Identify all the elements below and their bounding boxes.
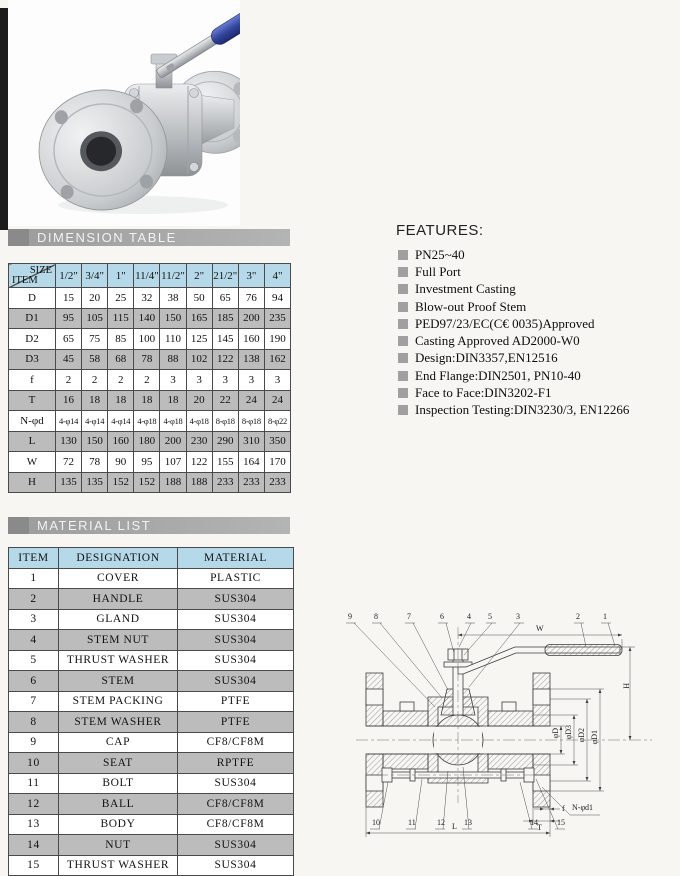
- drawing-label-callout-8: 8: [374, 612, 378, 621]
- drawing-label-callout-11: 11: [408, 818, 416, 827]
- dimension-cell: 8-φ18: [212, 411, 238, 432]
- dimension-table-head: [9, 264, 291, 288]
- dimension-cell: 100: [134, 329, 160, 350]
- dimension-row-T: [9, 390, 291, 411]
- table-header-row: [9, 264, 291, 288]
- material-cell: BALL: [59, 794, 178, 815]
- dimension-row-label: W: [9, 452, 56, 473]
- material-cell: RPTFE: [178, 753, 294, 774]
- dimension-cell: 18: [82, 390, 108, 411]
- material-cell: SUS304: [178, 835, 294, 856]
- material-list-header-bar: [8, 517, 290, 534]
- material-cell: SUS304: [178, 650, 294, 671]
- dimension-cell: 105: [82, 308, 108, 329]
- dimension-cell: 68: [108, 349, 134, 370]
- dimension-cell: 152: [134, 472, 160, 493]
- dimension-cell: 290: [212, 431, 238, 452]
- material-row-10: [9, 753, 294, 774]
- drawing-label-callout-15: 15: [557, 818, 565, 827]
- dimension-cell: 4-φ14: [108, 411, 134, 432]
- feature-item: [398, 281, 680, 298]
- bullet-square-icon: [398, 302, 408, 312]
- features-section: [396, 222, 680, 419]
- material-row-5: [9, 650, 294, 671]
- material-cell: SEAT: [59, 753, 178, 774]
- material-cell: COVER: [59, 568, 178, 589]
- drawing-label-callout-2: 2: [576, 612, 580, 621]
- material-table-head: [9, 548, 294, 569]
- dimension-cell: 88: [160, 349, 186, 370]
- dimension-cell: 3: [264, 370, 290, 391]
- dimension-row-H: [9, 472, 291, 493]
- dimension-cell: 4-φ14: [56, 411, 82, 432]
- bullet-square-icon: [398, 353, 408, 363]
- material-cell: 13: [9, 814, 59, 835]
- bullet-square-icon: [398, 388, 408, 398]
- dimension-cell: 2: [82, 370, 108, 391]
- dimension-cell: 152: [108, 472, 134, 493]
- dimension-cell: 2: [134, 370, 160, 391]
- material-cell: THRUST WASHER: [59, 855, 178, 876]
- features-title: FEATURES:: [396, 222, 484, 239]
- material-cell: THRUST WASHER: [59, 650, 178, 671]
- material-row-2: [9, 589, 294, 610]
- dimension-row-D2: [9, 329, 291, 350]
- dimension-cell: 20: [186, 390, 212, 411]
- dimension-row-D3: [9, 349, 291, 370]
- dimension-row-label: L: [9, 431, 56, 452]
- material-cell: 14: [9, 835, 59, 856]
- dimension-cell: 164: [238, 452, 264, 473]
- feature-item: [398, 367, 680, 384]
- feature-item: [398, 402, 680, 419]
- drawing-label-callout-4: 4: [467, 612, 471, 621]
- material-cell: PTFE: [178, 712, 294, 733]
- bullet-square-icon: [398, 319, 408, 329]
- drawing-label-callout-5: 5: [488, 612, 492, 621]
- material-row-14: [9, 835, 294, 856]
- drawing-label-phi-d3: φD3: [564, 725, 573, 740]
- feature-item: [398, 315, 680, 332]
- ball-valve-photo-illustration: [8, 0, 240, 226]
- material-cell: 12: [9, 794, 59, 815]
- dimension-cell: 45: [56, 349, 82, 370]
- dimension-cell: 122: [212, 349, 238, 370]
- dimension-cell: 90: [108, 452, 134, 473]
- material-row-3: [9, 609, 294, 630]
- size-column-header: 3/4": [82, 264, 108, 288]
- material-cell: STEM PACKING: [59, 691, 178, 712]
- dimension-cell: 4-φ14: [82, 411, 108, 432]
- drawing-label-callout-14: 14: [530, 818, 538, 827]
- dimension-row-label: N-φd: [9, 411, 56, 432]
- material-column-header: ITEM: [9, 548, 59, 569]
- size-column-header: 3": [238, 264, 264, 288]
- drawing-label-phi-d1: φD1: [590, 730, 599, 745]
- dimension-cell: 18: [160, 390, 186, 411]
- feature-text: Casting Approved AD2000-W0: [415, 333, 580, 349]
- feature-text: Investment Casting: [415, 281, 516, 297]
- material-row-11: [9, 773, 294, 794]
- material-cell: 4: [9, 630, 59, 651]
- dimension-cell: 233: [238, 472, 264, 493]
- material-cell: SUS304: [178, 773, 294, 794]
- material-row-4: [9, 630, 294, 651]
- dimension-cell: 65: [212, 288, 238, 309]
- dimension-cell: 95: [134, 452, 160, 473]
- dimension-cell: 25: [108, 288, 134, 309]
- dimension-cell: 85: [108, 329, 134, 350]
- dimension-cell: 75: [82, 329, 108, 350]
- corner-size-label: SIZE: [29, 265, 52, 276]
- dimension-table-body: [9, 288, 291, 493]
- size-column-header: 2": [186, 264, 212, 288]
- dimension-row-label: f: [9, 370, 56, 391]
- dimension-cell: 65: [56, 329, 82, 350]
- dimension-cell: 190: [264, 329, 290, 350]
- material-cell: SUS304: [178, 630, 294, 651]
- material-column-header: MATERIAL: [178, 548, 294, 569]
- material-row-13: [9, 814, 294, 835]
- dimension-cell: 20: [82, 288, 108, 309]
- dimension-cell: 233: [264, 472, 290, 493]
- material-cell: SUS304: [178, 589, 294, 610]
- dimension-cell: 4-φ18: [134, 411, 160, 432]
- features-list: [398, 246, 680, 419]
- material-cell: GLAND: [59, 609, 178, 630]
- feature-item: [398, 350, 680, 367]
- material-cell: CF8/CF8M: [178, 814, 294, 835]
- drawing-label-t: T: [537, 823, 542, 832]
- dimension-cell: 38: [160, 288, 186, 309]
- dimension-cell: 3: [160, 370, 186, 391]
- bullet-square-icon: [398, 405, 408, 415]
- dimension-cell: 125: [186, 329, 212, 350]
- material-cell: CF8/CF8M: [178, 732, 294, 753]
- size-column-header: 4": [264, 264, 290, 288]
- material-cell: CF8/CF8M: [178, 794, 294, 815]
- dimension-row-D1: [9, 308, 291, 329]
- dimension-cell: 180: [134, 431, 160, 452]
- drawing-label-callout-3: 3: [516, 612, 520, 621]
- dimension-cell: 150: [82, 431, 108, 452]
- material-cell: 3: [9, 609, 59, 630]
- drawing-label-w: W: [536, 624, 544, 633]
- feature-item: [398, 263, 680, 280]
- size-column-header: 1/2": [56, 264, 82, 288]
- drawing-label-h: H: [622, 683, 631, 689]
- dimension-cell: 102: [186, 349, 212, 370]
- dimension-cell: 235: [264, 308, 290, 329]
- material-cell: 8: [9, 712, 59, 733]
- dimension-cell: 16: [56, 390, 82, 411]
- drawing-label-phi-d2: φD2: [577, 728, 586, 743]
- dimension-row-label: D2: [9, 329, 56, 350]
- material-cell: CAP: [59, 732, 178, 753]
- dimension-row-label: D: [9, 288, 56, 309]
- dimension-cell: 140: [134, 308, 160, 329]
- dimension-cell: 72: [56, 452, 82, 473]
- feature-text: Inspection Testing:DIN3230/3, EN12266: [415, 402, 630, 418]
- dimension-cell: 15: [56, 288, 82, 309]
- feature-text: End Flange:DIN2501, PN10-40: [415, 367, 581, 383]
- material-row-8: [9, 712, 294, 733]
- dimension-cell: 107: [160, 452, 186, 473]
- dimension-cell: 160: [238, 329, 264, 350]
- material-row-12: [9, 794, 294, 815]
- material-cell: SUS304: [178, 609, 294, 630]
- material-row-6: [9, 671, 294, 692]
- material-list-title: MATERIAL LIST: [37, 518, 152, 533]
- material-cell: SUS304: [178, 855, 294, 876]
- material-row-15: [9, 855, 294, 876]
- dimension-cell: 8-φ18: [238, 411, 264, 432]
- drawing-label-l: L: [452, 822, 457, 831]
- feature-item: [398, 384, 680, 401]
- material-column-header: DESIGNATION: [59, 548, 178, 569]
- dimension-table: [8, 263, 291, 493]
- material-cell: 2: [9, 589, 59, 610]
- material-cell: STEM WASHER: [59, 712, 178, 733]
- feature-item: [398, 332, 680, 349]
- drawing-label-callout-7: 7: [407, 612, 411, 621]
- bullet-square-icon: [398, 250, 408, 260]
- dimension-cell: 24: [238, 390, 264, 411]
- dimension-cell: 350: [264, 431, 290, 452]
- dimension-cell: 160: [108, 431, 134, 452]
- dimension-cell: 58: [82, 349, 108, 370]
- technical-drawing: [330, 595, 680, 855]
- feature-text: Design:DIN3357,EN12516: [415, 350, 558, 366]
- valve-section-drawing: [330, 595, 680, 855]
- dimension-cell: 4-φ18: [186, 411, 212, 432]
- dimension-cell: 138: [238, 349, 264, 370]
- dimension-row-L: [9, 431, 291, 452]
- dimension-cell: 50: [186, 288, 212, 309]
- table-header-row: [9, 548, 294, 569]
- dimension-cell: 188: [186, 472, 212, 493]
- material-cell: 5: [9, 650, 59, 671]
- dimension-row-label: D1: [9, 308, 56, 329]
- drawing-label-callout-13: 13: [464, 818, 472, 827]
- drawing-label-callout-10: 10: [372, 818, 380, 827]
- size-column-header: 1": [108, 264, 134, 288]
- dimension-cell: 95: [56, 308, 82, 329]
- product-photo: [8, 0, 240, 226]
- material-cell: BOLT: [59, 773, 178, 794]
- dimension-cell: 8-φ22: [264, 411, 290, 432]
- dimension-cell: 130: [56, 431, 82, 452]
- dimension-cell: 155: [212, 452, 238, 473]
- feature-text: PN25~40: [415, 246, 465, 262]
- dimension-cell: 4-φ18: [160, 411, 186, 432]
- dimension-cell: 18: [108, 390, 134, 411]
- dimension-cell: 3: [186, 370, 212, 391]
- material-cell: PLASTIC: [178, 568, 294, 589]
- dimension-cell: 135: [56, 472, 82, 493]
- dimension-cell: 188: [160, 472, 186, 493]
- size-column-header: 11/4": [134, 264, 160, 288]
- dimension-cell: 310: [238, 431, 264, 452]
- dimension-cell: 233: [212, 472, 238, 493]
- size-item-corner-cell: [9, 264, 56, 288]
- material-cell: HANDLE: [59, 589, 178, 610]
- dimension-row-label: D3: [9, 349, 56, 370]
- drawing-label-phi-d: φD: [551, 728, 560, 739]
- material-cell: PTFE: [178, 691, 294, 712]
- material-row-7: [9, 691, 294, 712]
- feature-text: PED97/23/EC(C€ 0035)Approved: [415, 315, 595, 331]
- dimension-cell: 2: [108, 370, 134, 391]
- material-cell: 1: [9, 568, 59, 589]
- material-cell: 6: [9, 671, 59, 692]
- drawing-label-callout-6: 6: [440, 612, 444, 621]
- dimension-cell: 18: [134, 390, 160, 411]
- dimension-row-label: H: [9, 472, 56, 493]
- feature-item: [398, 298, 680, 315]
- bullet-square-icon: [398, 267, 408, 277]
- dimension-cell: 115: [108, 308, 134, 329]
- feature-text: Blow-out Proof Stem: [415, 298, 527, 314]
- material-cell: 7: [9, 691, 59, 712]
- dimension-cell: 2: [56, 370, 82, 391]
- material-list-table: [8, 547, 294, 876]
- drawing-label-bolt-holes: N-φd1: [572, 803, 594, 812]
- corner-item-label: ITEM: [12, 275, 38, 286]
- dimension-cell: 162: [264, 349, 290, 370]
- material-cell: NUT: [59, 835, 178, 856]
- drawing-label-callout-12: 12: [437, 818, 445, 827]
- material-cell: BODY: [59, 814, 178, 835]
- feature-item: [398, 246, 680, 263]
- bullet-square-icon: [398, 284, 408, 294]
- material-cell: 11: [9, 773, 59, 794]
- size-column-header: 21/2": [212, 264, 238, 288]
- material-cell: STEM NUT: [59, 630, 178, 651]
- dimension-cell: 135: [82, 472, 108, 493]
- dimension-cell: 200: [238, 308, 264, 329]
- photo-edge-strip: [0, 8, 8, 230]
- material-cell: SUS304: [178, 671, 294, 692]
- dimension-row-W: [9, 452, 291, 473]
- dimension-cell: 165: [186, 308, 212, 329]
- dimension-cell: 3: [238, 370, 264, 391]
- dimension-cell: 32: [134, 288, 160, 309]
- dimension-cell: 22: [212, 390, 238, 411]
- bullet-square-icon: [398, 336, 408, 346]
- material-table-body: [9, 568, 294, 876]
- drawing-label-callout-1: 1: [603, 612, 607, 621]
- dimension-cell: 110: [160, 329, 186, 350]
- dimension-cell: 24: [264, 390, 290, 411]
- dimension-row-f: [9, 370, 291, 391]
- drawing-label-callout-9: 9: [348, 612, 352, 621]
- material-row-1: [9, 568, 294, 589]
- dimension-table-header-bar: [8, 229, 290, 246]
- material-row-9: [9, 732, 294, 753]
- material-cell: 9: [9, 732, 59, 753]
- dimension-cell: 78: [82, 452, 108, 473]
- dimension-cell: 122: [186, 452, 212, 473]
- dimension-cell: 150: [160, 308, 186, 329]
- dimension-row-label: T: [9, 390, 56, 411]
- dimension-row-N-φd: [9, 411, 291, 432]
- dimension-row-D: [9, 288, 291, 309]
- dimension-cell: 230: [186, 431, 212, 452]
- dimension-cell: 200: [160, 431, 186, 452]
- dimension-cell: 76: [238, 288, 264, 309]
- feature-text: Face to Face:DIN3202-F1: [415, 385, 552, 401]
- dimension-cell: 170: [264, 452, 290, 473]
- drawing-label-f: f: [562, 804, 565, 813]
- material-cell: 15: [9, 855, 59, 876]
- material-cell: STEM: [59, 671, 178, 692]
- material-cell: 10: [9, 753, 59, 774]
- dimension-table-title: DIMENSION TABLE: [37, 230, 177, 245]
- dimension-cell: 145: [212, 329, 238, 350]
- dimension-cell: 78: [134, 349, 160, 370]
- size-column-header: 11/2": [160, 264, 186, 288]
- bullet-square-icon: [398, 371, 408, 381]
- dimension-cell: 3: [212, 370, 238, 391]
- feature-text: Full Port: [415, 263, 461, 279]
- dimension-cell: 185: [212, 308, 238, 329]
- dimension-cell: 94: [264, 288, 290, 309]
